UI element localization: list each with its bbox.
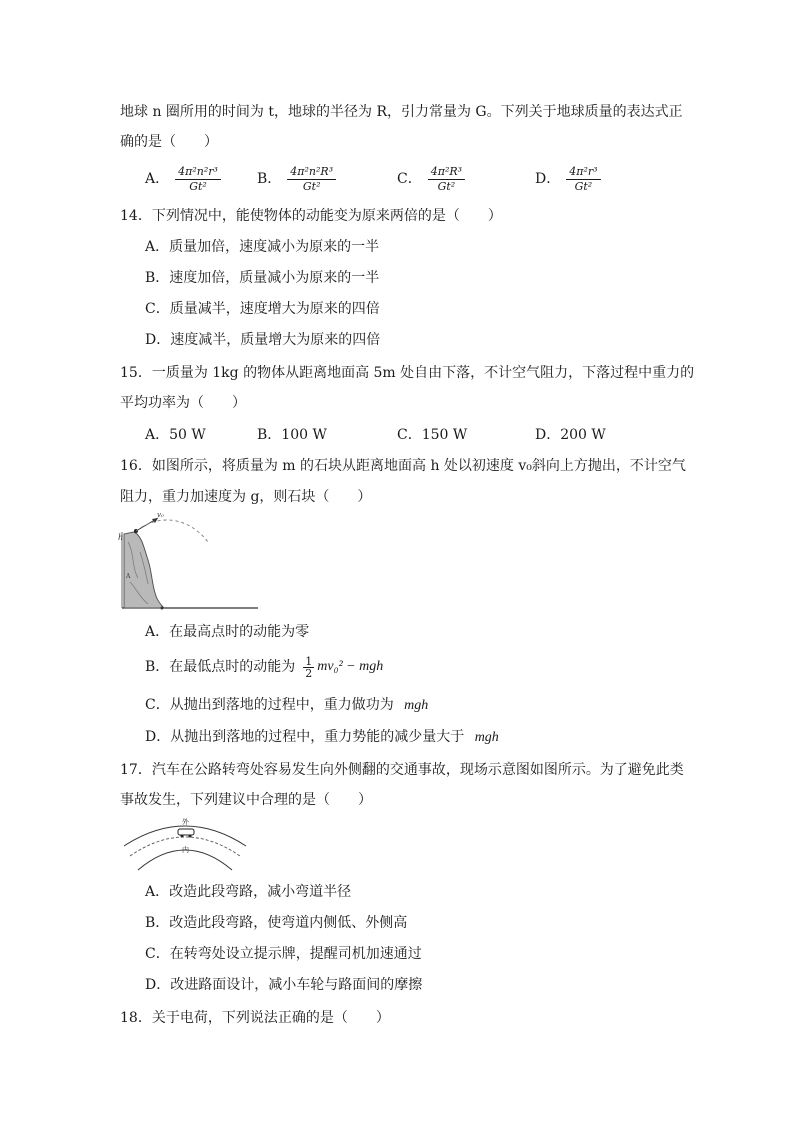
denominator: Gt² bbox=[574, 179, 593, 193]
q17-option-a: A．改造此段弯路，减小弯道半径 bbox=[145, 884, 352, 900]
q17-line1: 17．汽车在公路转弯处容易发生向外侧翻的交通事故，现场示意图如图所示。为了避免此类 bbox=[120, 762, 684, 778]
q13-line2: 确的是（ ） bbox=[120, 134, 218, 150]
q14-option-c: C．质量减半，速度增大为原来的四倍 bbox=[145, 301, 380, 317]
q14-option-d: D．速度减半，质量增大为原来的四倍 bbox=[145, 332, 381, 348]
q17-option-c: C．在转弯处设立提示牌，提醒司机加速通过 bbox=[145, 946, 422, 962]
numerator: 4π²n²R³ bbox=[287, 166, 336, 180]
q15-options bbox=[145, 420, 705, 450]
q15-option-c: C．150 W bbox=[397, 427, 468, 443]
q13-option-d-label: D． bbox=[535, 171, 561, 187]
q14-option-a: A．质量加倍，速度减小为原来的一半 bbox=[145, 239, 380, 255]
q13-option-a-fraction bbox=[175, 166, 221, 193]
cliff-projectile-figure bbox=[118, 512, 263, 612]
q16-option-a: A．在最高点时的动能为零 bbox=[145, 624, 310, 640]
q13-option-b bbox=[257, 164, 336, 194]
half-denominator: 2 bbox=[305, 666, 313, 680]
q16-option-d-text: D．从抛出到落地的过程中，重力势能的减少量大于 bbox=[145, 729, 465, 745]
denominator: Gt² bbox=[437, 179, 456, 193]
one-half-fraction bbox=[303, 656, 314, 679]
q15-option-b: B．100 W bbox=[257, 427, 327, 443]
denominator: Gt² bbox=[302, 179, 321, 193]
road-curve-figure bbox=[120, 812, 250, 874]
q16-line2: 阻力，重力加速度为 g，则石块（ ） bbox=[120, 489, 372, 505]
q13-option-a bbox=[145, 164, 221, 194]
q15-line2: 平均功率为（ ） bbox=[120, 395, 246, 411]
q16-line1: 16．如图所示，将质量为 m 的石块从距离地面高 h 处以初速度 v₀斜向上方抛出，不计空气 bbox=[120, 458, 686, 474]
q13-option-c-label: C． bbox=[397, 171, 422, 187]
point-a-label: A bbox=[126, 573, 131, 580]
q13-option-c bbox=[397, 164, 465, 194]
inner-label: 内 bbox=[182, 846, 189, 854]
q17-line2: 事故发生，下列建议中合理的是（ ） bbox=[120, 792, 372, 808]
q13-option-a-label: A． bbox=[145, 171, 170, 187]
landing-point bbox=[161, 607, 164, 610]
q16-option-d-formula: mgh bbox=[474, 730, 499, 745]
height-label: h bbox=[118, 533, 124, 542]
q16-option-b-formula: mv₀² − mgh bbox=[317, 659, 384, 674]
q15-option-a: A．50 W bbox=[145, 427, 206, 443]
outer-label: 外 bbox=[182, 818, 189, 826]
q13-option-c-fraction bbox=[428, 166, 465, 193]
q16-option-c-formula: mgh bbox=[404, 698, 429, 713]
numerator: 4π²r³ bbox=[566, 166, 600, 180]
q16-option-d bbox=[145, 727, 499, 748]
q13-options bbox=[145, 164, 705, 194]
numerator: 4π²n²r³ bbox=[175, 166, 221, 180]
q14-option-b: B．速度加倍，质量减小为原来的一半 bbox=[145, 270, 380, 286]
q16-option-c bbox=[145, 695, 428, 716]
q18-stem: 18．关于电荷，下列说法正确的是（ ） bbox=[120, 1010, 390, 1026]
q17-option-d: D．改进路面设计，减小车轮与路面间的摩擦 bbox=[145, 977, 423, 993]
q15-line1: 15．一质量为 1kg 的物体从距离地面高 5m 处自由下落，不计空气阻力，下落过程中重力的 bbox=[120, 365, 695, 381]
q17-option-b: B．改造此段弯路，使弯道内侧低、外侧高 bbox=[145, 915, 408, 931]
q13-option-b-fraction bbox=[287, 166, 336, 193]
trajectory bbox=[136, 520, 208, 542]
q16-option-b bbox=[145, 655, 383, 679]
cliff-shape bbox=[124, 532, 164, 608]
q16-option-b-text: B．在最低点时的动能为 bbox=[145, 659, 296, 675]
denominator: Gt² bbox=[189, 179, 207, 193]
q13-line1: 地球 n 圈所用的时间为 t，地球的半径为 R，引力常量为 G。下列关于地球质量的表达式正 bbox=[120, 104, 683, 120]
half-numerator: 1 bbox=[305, 654, 313, 668]
q13-option-d bbox=[535, 164, 601, 194]
car-wheel bbox=[181, 835, 184, 838]
q16-option-c-text: C．从抛出到落地的过程中，重力做功为 bbox=[145, 697, 394, 713]
car bbox=[178, 829, 194, 835]
q13-option-b-label: B． bbox=[257, 171, 282, 187]
car-wheel bbox=[189, 835, 192, 838]
numerator: 4π²R³ bbox=[428, 166, 465, 180]
velocity-label: v₀ bbox=[157, 512, 164, 519]
q15-option-d: D．200 W bbox=[535, 427, 606, 443]
q14-stem: 14．下列情况中，能使物体的动能变为原来两倍的是（ ） bbox=[120, 208, 502, 224]
q13-option-d-fraction bbox=[566, 166, 600, 193]
